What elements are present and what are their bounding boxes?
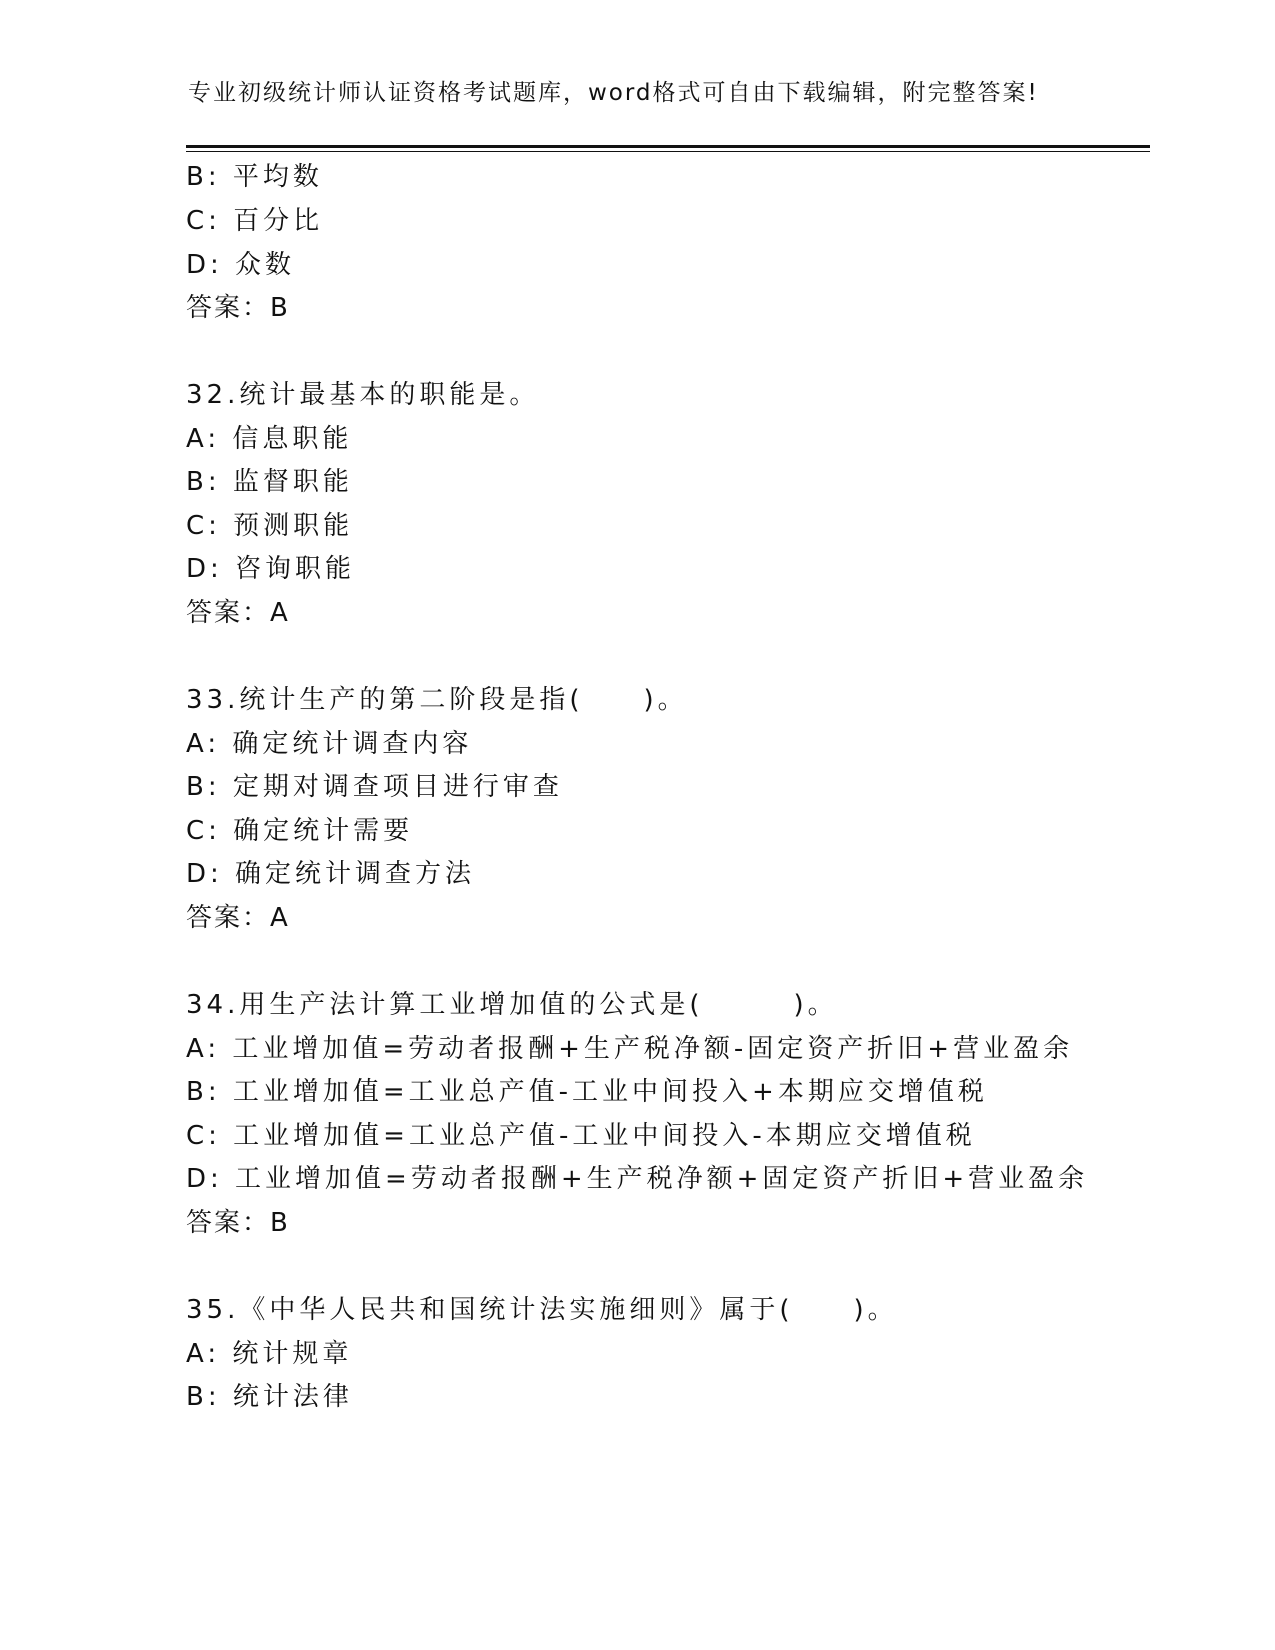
q32-answer: 答案：A: [186, 598, 290, 628]
q34-answer: 答案：B: [186, 1208, 290, 1238]
q34-option-d: D: 工业增加值=劳动者报酬+生产税净额+固定资产折旧+营业盈余: [186, 1164, 1089, 1194]
q34-option-b: B: 工业增加值=工业总产值-工业中间投入+本期应交增值税: [186, 1077, 988, 1107]
q35-option-b: B: 统计法律: [186, 1382, 353, 1412]
page-header: 专业初级统计师认证资格考试题库，word格式可自由下载编辑，附完整答案!: [188, 80, 1039, 106]
q32-option-d: D: 咨询职能: [186, 554, 356, 584]
header-rule-thick: [186, 145, 1150, 148]
q33-option-b: B: 定期对调查项目进行审查: [186, 772, 563, 802]
q34-question: 34.用生产法计算工业增加值的公式是( )。: [186, 990, 838, 1020]
q31-answer: 答案：B: [186, 293, 290, 323]
q32-option-c: C: 预测职能: [186, 511, 354, 541]
q33-option-c: C: 确定统计需要: [186, 816, 414, 846]
header-rule-thin: [186, 151, 1150, 152]
q35-option-a: A: 统计规章: [186, 1339, 353, 1369]
q33-option-d: D: 确定统计调查方法: [186, 859, 476, 889]
q34-option-a: A: 工业增加值=劳动者报酬+生产税净额-固定资产折旧+营业盈余: [186, 1034, 1074, 1064]
q31-option-d: D: 众数: [186, 250, 296, 280]
q33-answer: 答案：A: [186, 903, 290, 933]
q33-question: 33.统计生产的第二阶段是指( )。: [186, 685, 688, 715]
q32-option-a: A: 信息职能: [186, 424, 353, 454]
q32-option-b: B: 监督职能: [186, 467, 353, 497]
q34-option-c: C: 工业增加值=工业总产值-工业中间投入-本期应交增值税: [186, 1121, 976, 1151]
q31-option-b: B: 平均数: [186, 162, 323, 192]
q31-option-c: C: 百分比: [186, 206, 324, 236]
q33-option-a: A: 确定统计调查内容: [186, 729, 473, 759]
q32-question: 32.统计最基本的职能是。: [186, 380, 540, 410]
q35-question: 35.《中华人民共和国统计法实施细则》属于( )。: [186, 1295, 898, 1325]
